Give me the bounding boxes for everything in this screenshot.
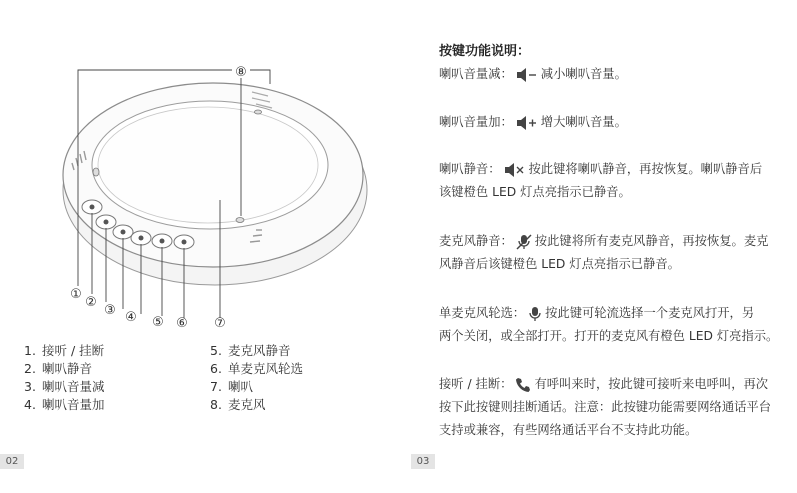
left-page xyxy=(0,0,398,493)
function-item: 单麦克风轮选： 按此键可轮流选择一个麦克风打开，另 两个关闭，或全部打开。打开的麦克风有橙色 LED 灯亮指示。 xyxy=(439,306,779,343)
callout-5: ⑤ xyxy=(152,315,164,330)
callout-1: ① xyxy=(70,287,82,302)
page-number: 02 xyxy=(0,454,24,469)
legend-item: 1. 接听 / 挂断 xyxy=(24,343,105,358)
legend-item: 6. 单麦克风轮选 xyxy=(210,361,303,376)
microphone-hole xyxy=(236,218,244,223)
microphone-hole xyxy=(255,110,262,114)
legend-item: 4. 喇叭音量加 xyxy=(24,397,105,412)
speakerphone-illustration xyxy=(0,0,398,340)
function-item: 麦克风静音： 按此键将所有麦克风静音，再按恢复。麦克 风静音后该键橙色 LED 灯点亮指示已静音。 xyxy=(439,234,769,271)
callout-8: ⑧ xyxy=(235,65,247,80)
legend-item: 8. 麦克风 xyxy=(210,397,266,412)
volume-up-icon xyxy=(516,116,538,130)
function-item: 喇叭音量加： 增大喇叭音量。 xyxy=(439,115,627,129)
callout-4: ④ xyxy=(125,310,137,325)
phone-icon xyxy=(515,377,531,393)
legend-item: 2. 喇叭静音 xyxy=(24,361,92,376)
section-heading: 按键功能说明： xyxy=(439,44,531,59)
function-item: 喇叭音量减： 减小喇叭音量。 xyxy=(439,67,627,81)
volume-down-icon xyxy=(516,68,538,82)
callout-2: ② xyxy=(85,295,97,310)
page-number: 03 xyxy=(411,454,435,469)
callout-7: ⑦ xyxy=(214,316,226,331)
microphone-icon xyxy=(528,306,542,322)
device-top-inner xyxy=(98,107,318,223)
function-item: 喇叭静音： 按此键将喇叭静音，再按恢复。喇叭静音后 该键橙色 LED 灯点亮指示已静音。 xyxy=(439,162,763,199)
callout-6: ⑥ xyxy=(176,316,188,331)
speaker-mute-icon xyxy=(504,163,526,177)
legend-item: 7. 喇叭 xyxy=(210,379,253,394)
legend-item: 5. 麦克风静音 xyxy=(210,343,291,358)
microphone-hole xyxy=(93,168,99,176)
function-item: 接听 / 挂断： 有呼叫来时，按此键可接听来电呼叫，再次 按下此按键则挂断通话。注意：此按键功能需要网络通话平台 支持或兼容，有些网络通话平台不支持此功能。 xyxy=(439,377,772,437)
legend-item: 3. 喇叭音量减 xyxy=(24,379,105,394)
callout-3: ③ xyxy=(104,303,116,318)
mic-mute-icon xyxy=(516,234,532,250)
